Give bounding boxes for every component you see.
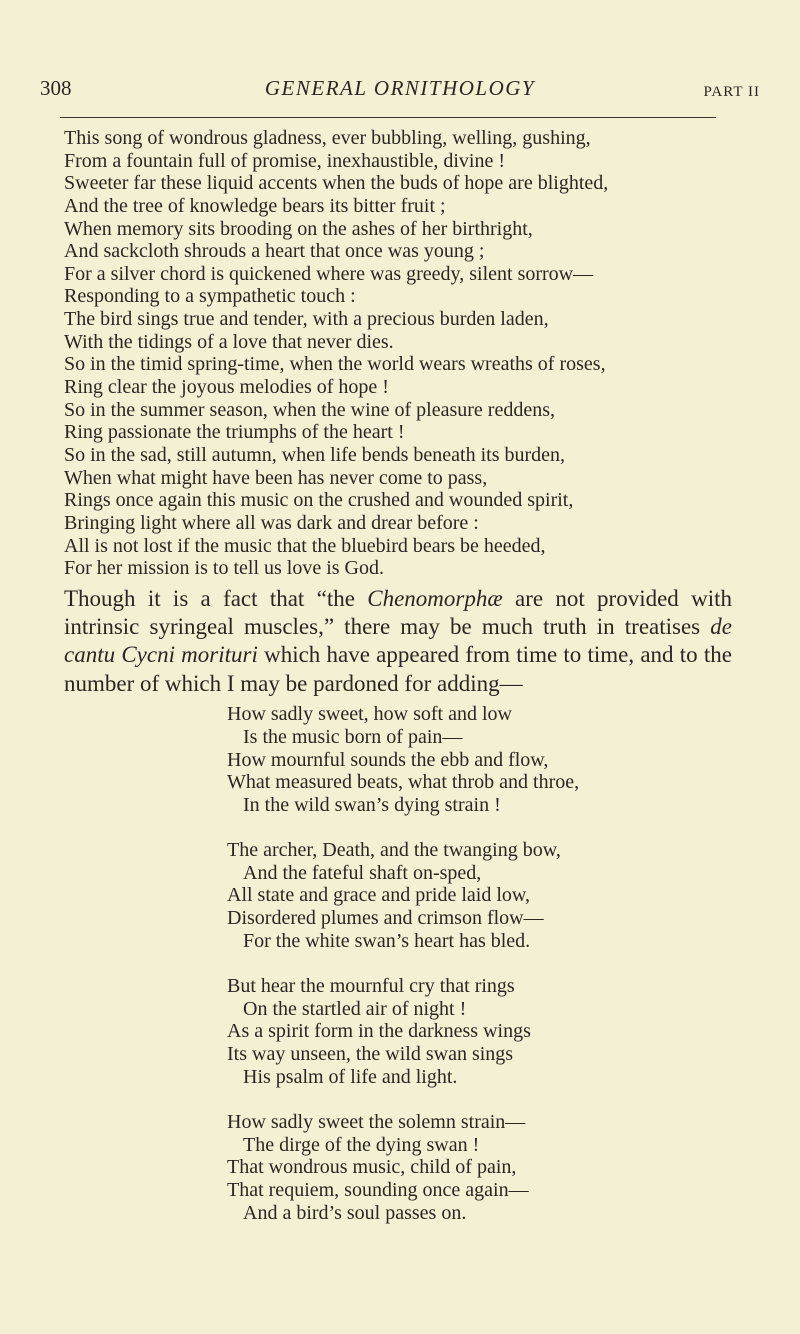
verse-block xyxy=(64,127,744,580)
verse-line: And the tree of knowledge bears its bitter fruit ; xyxy=(64,194,446,217)
verse-line: Responding to a sympathetic touch : xyxy=(64,285,356,308)
verse-line: Sweeter far these liquid accents when the buds of hope are blighted, xyxy=(64,172,609,195)
verse-line: So in the summer season, when the wine of pleasure reddens, xyxy=(64,398,555,421)
prose-paragraph xyxy=(64,585,732,698)
text-run: are not provided with intrinsic syringeal muscles,” there may be much truth in treatises xyxy=(64,586,732,640)
poem-line: Is the music born of pain— xyxy=(243,725,463,748)
text-run: Though it is a fact that “the xyxy=(64,586,368,611)
poem-line: Its way unseen, the wild swan sings xyxy=(227,1043,514,1066)
poem-line: That requiem, sounding once again— xyxy=(227,1179,529,1202)
stanza xyxy=(227,839,747,953)
stanza xyxy=(227,975,747,1089)
poem-line: The archer, Death, and the twanging bow, xyxy=(227,838,561,861)
poem-line: All state and grace and pride laid low, xyxy=(227,884,531,907)
verse-line: Ring passionate the triumphs of the heart ! xyxy=(64,421,405,444)
verse-line: All is not lost if the music that the bluebird bears be heeded, xyxy=(64,534,546,557)
verse-line: So in the timid spring-time, when the world wears wreaths of roses, xyxy=(64,353,606,376)
poem-line: And a bird’s soul passes on. xyxy=(243,1201,467,1224)
poem-line: His psalm of life and light. xyxy=(243,1065,458,1088)
stanza xyxy=(227,1111,747,1225)
poem-line: For the white swan’s heart has bled. xyxy=(243,929,531,952)
verse-line: With the tidings of a love that never dies. xyxy=(64,330,394,353)
running-title: GENERAL ORNITHOLOGY xyxy=(264,76,536,100)
poem-line: The dirge of the dying swan ! xyxy=(243,1133,480,1156)
poem-line: How sadly sweet, how soft and low xyxy=(227,703,512,725)
verse-line: The bird sings true and tender, with a precious burden laden, xyxy=(64,308,549,331)
verse-line: For a silver chord is quickened where was greedy, silent sorrow— xyxy=(64,262,594,285)
poem-line: That wondrous music, child of pain, xyxy=(227,1156,517,1179)
verse-line: When what might have been has never come to pass, xyxy=(64,466,488,489)
verse-line: So in the sad, still autumn, when life bends beneath its burden, xyxy=(64,443,566,466)
stanza xyxy=(227,703,747,817)
poem-line: How mournful sounds the ebb and flow, xyxy=(227,748,549,771)
verse-line: From a fountain full of promise, inexhaustible, divine ! xyxy=(64,149,506,172)
poem-line: What measured beats, what throb and throe, xyxy=(227,771,580,794)
page-number: 308 xyxy=(40,76,72,100)
header-rule xyxy=(60,117,716,118)
poem-line: How sadly sweet the solemn strain— xyxy=(227,1110,526,1133)
poem-line: And the fateful shaft on-sped, xyxy=(243,861,482,884)
italic-term: Chenomorphæ xyxy=(367,586,503,611)
poem-line: In the wild swan’s dying strain ! xyxy=(243,794,501,816)
paragraph-text xyxy=(64,585,732,698)
verse-line: Ring clear the joyous melodies of hope ! xyxy=(64,376,389,399)
verse-line: When memory sits brooding on the ashes of her birthright, xyxy=(64,217,533,240)
part-label: PART II xyxy=(703,84,760,100)
italic-title: de cantu Cycni morituri xyxy=(64,614,732,668)
running-header xyxy=(40,74,760,108)
poem-line: On the startled air of night ! xyxy=(243,997,467,1020)
poem-line: Disordered plumes and crimson flow— xyxy=(227,907,544,930)
verse-line: For her mission is to tell us love is God. xyxy=(64,557,384,580)
poem-line: But hear the mournful cry that rings xyxy=(227,974,515,997)
swan-poem xyxy=(227,703,747,1247)
verse-line: And sackcloth shrouds a heart that once was young ; xyxy=(64,240,485,263)
verse-line: This song of wondrous gladness, ever bubbling, welling, gushing, xyxy=(64,127,591,149)
text-run: which have appeared from time to time, and to the number of which I may be pardoned for adding— xyxy=(64,642,732,696)
poem-line: As a spirit form in the darkness wings xyxy=(227,1020,531,1043)
verse-line: Bringing light where all was dark and drear before : xyxy=(64,511,479,534)
verse-line: Rings once again this music on the crushed and wounded spirit, xyxy=(64,489,574,512)
